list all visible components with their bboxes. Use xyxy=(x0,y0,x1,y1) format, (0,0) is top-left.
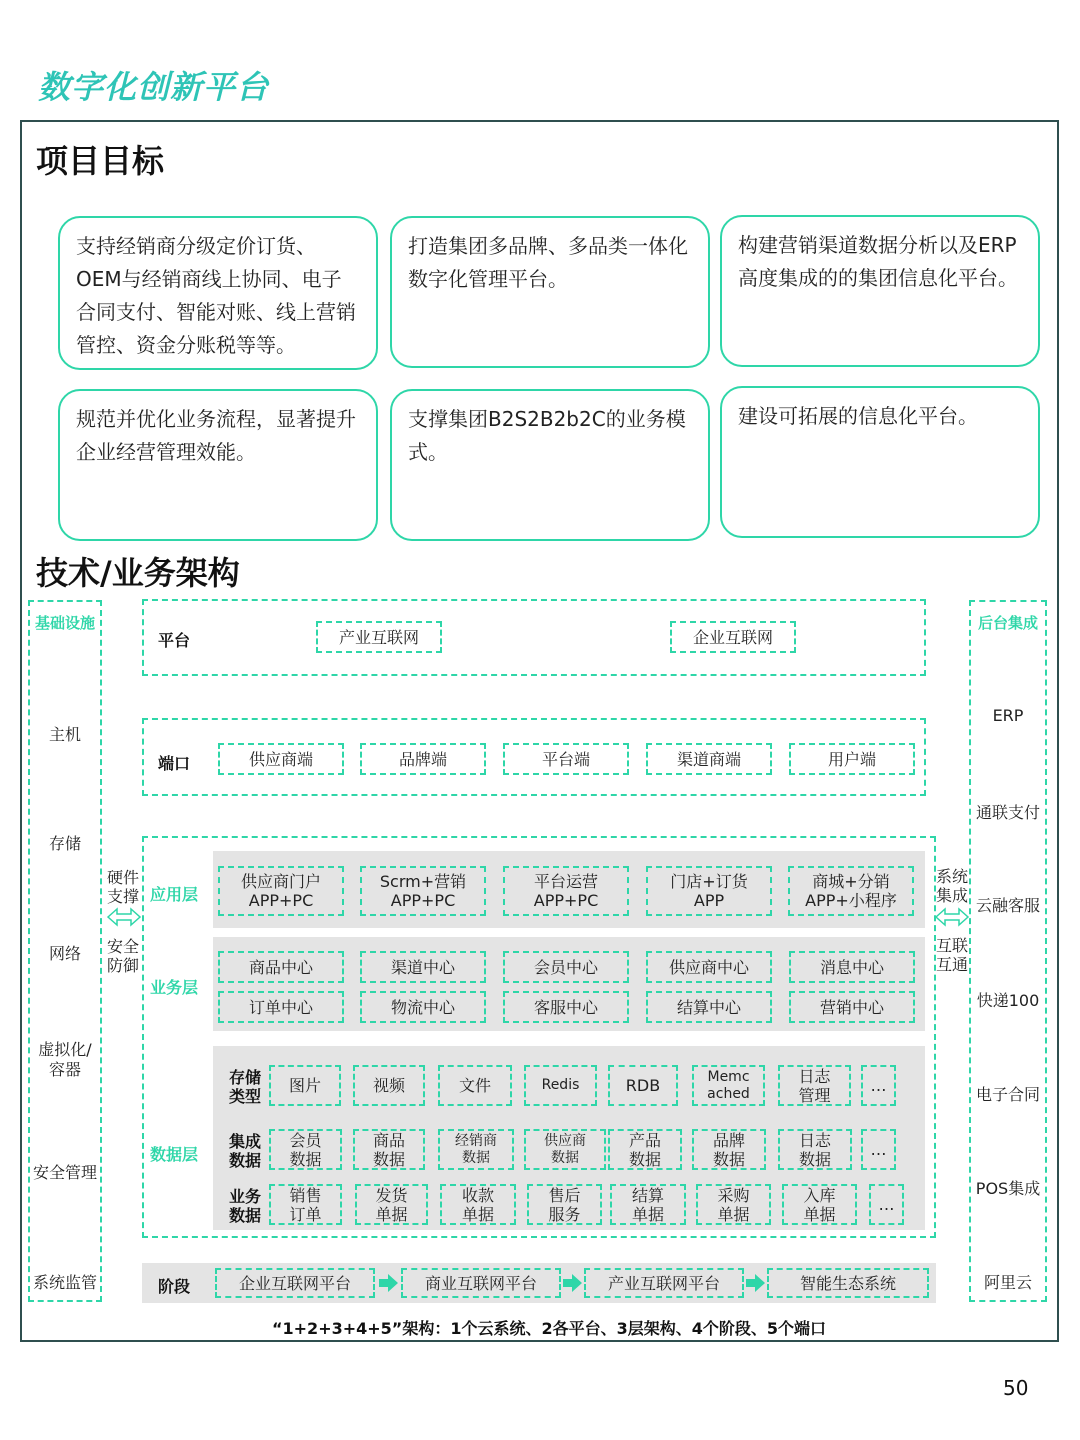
storage-label: 存储 类型 xyxy=(229,1068,262,1106)
integration-item: 品牌 数据 xyxy=(692,1129,766,1170)
infra-item: 网络 xyxy=(48,944,81,963)
business-data-label: 业务 数据 xyxy=(229,1187,262,1225)
storage-item-more: … xyxy=(861,1065,896,1106)
stage-item: 企业互联网平台 xyxy=(215,1268,375,1298)
biz-item: 营销中心 xyxy=(789,991,915,1023)
infra-title: 基础设施 xyxy=(34,614,95,632)
stage-item: 智能生态系统 xyxy=(767,1268,929,1298)
goal-card: 构建营销渠道数据分析以及ERP高度集成的的集团信息化平台。 xyxy=(720,215,1040,367)
double-arrow-icon xyxy=(106,906,142,928)
arrow-right-icon xyxy=(377,1273,399,1293)
integration-item-more: … xyxy=(861,1129,896,1170)
integration-item: 经销商 数据 xyxy=(438,1129,514,1170)
goal-card: 支撑集团B2S2B2b2C的业务模式。 xyxy=(390,389,710,541)
biz-item: 结算中心 xyxy=(646,991,772,1023)
terminal-item: 品牌端 xyxy=(360,743,486,775)
business-data-item: 售后 服务 xyxy=(527,1184,602,1225)
backend-item: 云融客服 xyxy=(975,896,1040,915)
data-layer-label: 数据层 xyxy=(150,1145,199,1164)
terminal-label: 端口 xyxy=(158,754,191,773)
goal-card: 支持经销商分级定价订货、OEM与经销商线上协同、电子合同支付、智能对账、线上营销管控、资金分账税等等。 xyxy=(58,216,378,370)
backend-title: 后台集成 xyxy=(977,614,1038,632)
biz-item: 会员中心 xyxy=(503,951,629,983)
storage-item: RDB xyxy=(608,1065,678,1106)
storage-item: 文件 xyxy=(438,1065,512,1106)
backend-item: ERP xyxy=(992,706,1024,725)
double-arrow-icon xyxy=(934,906,970,928)
backend-item: 快递100 xyxy=(976,991,1040,1010)
goals-heading: 项目目标 xyxy=(36,142,165,180)
page-title: 数字化创新平台 xyxy=(38,68,270,106)
backend-item: 阿里云 xyxy=(983,1273,1032,1292)
integration-item: 供应商 数据 xyxy=(524,1129,606,1170)
storage-item: Redis xyxy=(524,1065,597,1106)
app-item: 商城+分销 APP+小程序 xyxy=(788,866,914,916)
goal-card: 建设可拓展的信息化平台。 xyxy=(720,386,1040,538)
app-item: 平台运营 APP+PC xyxy=(503,866,629,916)
left-link-top: 硬件支撑 xyxy=(107,868,140,906)
storage-item: 日志 管理 xyxy=(778,1065,851,1106)
terminal-item: 渠道商端 xyxy=(646,743,772,775)
biz-item: 物流中心 xyxy=(360,991,486,1023)
terminal-item: 供应商端 xyxy=(218,743,344,775)
integration-item: 商品 数据 xyxy=(353,1129,425,1170)
biz-item: 订单中心 xyxy=(218,991,344,1023)
biz-item: 商品中心 xyxy=(218,951,344,983)
infra-item: 存储 xyxy=(48,834,81,853)
terminal-item: 用户端 xyxy=(789,743,915,775)
biz-item: 渠道中心 xyxy=(360,951,486,983)
stage-item: 商业互联网平台 xyxy=(401,1268,561,1298)
infra-column xyxy=(28,600,102,1302)
app-item: Scrm+营销 APP+PC xyxy=(360,866,486,916)
biz-item: 消息中心 xyxy=(789,951,915,983)
stages-label: 阶段 xyxy=(158,1277,191,1296)
terminal-item: 平台端 xyxy=(503,743,629,775)
storage-item: 视频 xyxy=(353,1065,425,1106)
integration-item: 产品 数据 xyxy=(608,1129,682,1170)
app-layer-label: 应用层 xyxy=(150,885,199,904)
platform-label: 平台 xyxy=(158,631,191,650)
business-data-item-more: … xyxy=(869,1184,904,1225)
integration-item: 会员 数据 xyxy=(269,1129,342,1170)
infra-item: 主机 xyxy=(48,725,81,744)
backend-item: 电子合同 xyxy=(975,1085,1040,1104)
integration-label: 集成 数据 xyxy=(229,1132,262,1170)
storage-item: 图片 xyxy=(269,1065,341,1106)
left-link-bottom: 安全防御 xyxy=(107,937,140,975)
infra-item: 安全管理 xyxy=(32,1163,97,1182)
biz-layer-label: 业务层 xyxy=(150,978,199,997)
backend-item: POS集成 xyxy=(975,1179,1041,1198)
backend-item: 通联支付 xyxy=(975,803,1040,822)
platform-item: 产业互联网 xyxy=(316,621,442,653)
right-link-top: 系统集成 xyxy=(936,867,969,905)
goal-card: 规范并优化业务流程，显著提升企业经营管理效能。 xyxy=(58,389,378,541)
arch-heading: 技术/业务架构 xyxy=(36,554,240,592)
integration-item: 日志 数据 xyxy=(778,1129,852,1170)
business-data-item: 销售 订单 xyxy=(269,1184,342,1225)
infra-item: 虚拟化/容器 xyxy=(38,1040,92,1079)
business-data-item: 结算 单据 xyxy=(610,1184,686,1225)
business-data-item: 收款 单据 xyxy=(440,1184,516,1225)
goal-card: 打造集团多品牌、多品类一体化数字化管理平台。 xyxy=(390,216,710,368)
biz-item: 供应商中心 xyxy=(646,951,772,983)
business-data-item: 采购 单据 xyxy=(696,1184,771,1225)
business-data-item: 发货 单据 xyxy=(355,1184,428,1225)
page-number: 50 xyxy=(1003,1376,1029,1400)
infra-item: 系统监管 xyxy=(32,1273,97,1292)
stage-item: 产业互联网平台 xyxy=(584,1268,744,1298)
biz-item: 客服中心 xyxy=(503,991,629,1023)
app-item: 门店+订货 APP xyxy=(646,866,772,916)
business-data-item: 入库 单据 xyxy=(782,1184,857,1225)
app-item: 供应商门户 APP+PC xyxy=(218,866,344,916)
platform-item: 企业互联网 xyxy=(670,621,796,653)
platform-row xyxy=(142,599,926,676)
right-link-bottom: 互联互通 xyxy=(936,936,969,974)
backend-column xyxy=(969,600,1047,1302)
arrow-right-icon xyxy=(561,1273,583,1293)
arrow-right-icon xyxy=(744,1273,766,1293)
storage-item: Memc ached xyxy=(692,1065,765,1106)
architecture-caption: “1+2+3+4+5”架构：1个云系统、2各平台、3层架构、4个阶段、5个端口 xyxy=(272,1319,826,1338)
